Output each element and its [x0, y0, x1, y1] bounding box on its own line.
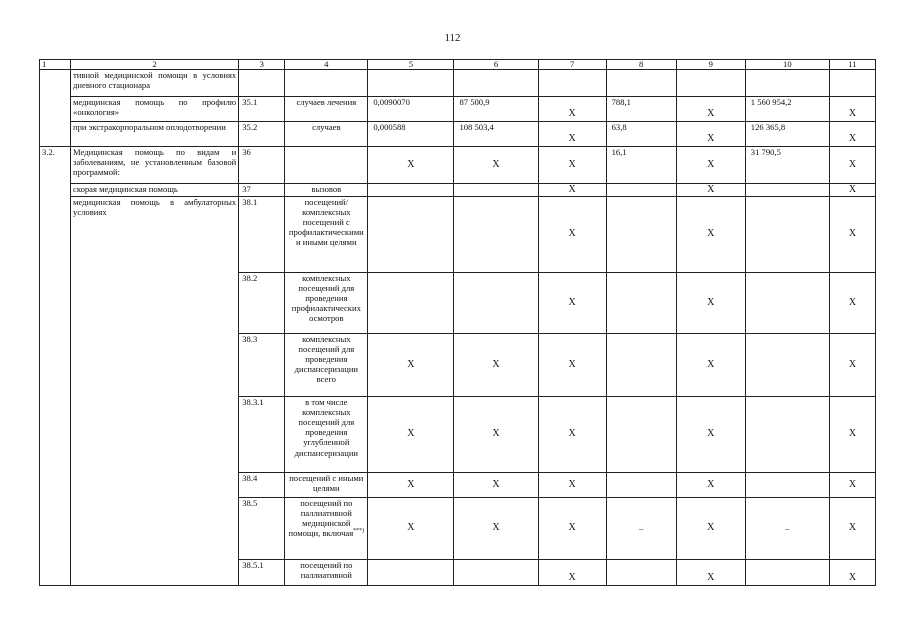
cell-name: скорая медицинская помощь	[71, 184, 239, 197]
cell-value: Х	[676, 122, 745, 147]
cell-value	[454, 196, 538, 272]
cell-value	[368, 196, 454, 272]
cell-value	[454, 184, 538, 197]
cell-name: тивной медицинской помощи в условиях дневного стационара	[71, 70, 239, 97]
cell-value: Х	[829, 472, 875, 497]
cell-value	[606, 559, 676, 585]
cell-value: Х	[368, 396, 454, 472]
cell-value	[745, 559, 829, 585]
cell-value: Х	[538, 184, 606, 197]
page-number: 112	[444, 32, 461, 44]
cell-row-code: 38.3	[239, 333, 285, 396]
cell-value: 31 790,5	[745, 147, 829, 184]
cell-value: Х	[538, 396, 606, 472]
cell-value: Х	[829, 122, 875, 147]
cell-value	[745, 70, 829, 97]
cell-number: 3.2.	[40, 147, 71, 586]
cell-value: Х	[368, 147, 454, 184]
cell-unit: комплексных посещений для проведения профилактических осмотров	[285, 272, 368, 333]
cell-value: Х	[454, 396, 538, 472]
cell-value	[368, 184, 454, 197]
cell-unit: посещений/комплексных посещений с профилактическими и иными целями	[285, 196, 368, 272]
cell-value	[829, 70, 875, 97]
col-header: 6	[454, 60, 538, 70]
cell-value	[606, 333, 676, 396]
cell-row-code: 38.1	[239, 196, 285, 272]
cell-value: Х	[538, 472, 606, 497]
table-row	[40, 147, 876, 184]
cell-value	[606, 184, 676, 197]
col-header: 1	[40, 60, 71, 70]
cell-name: Медицинская помощь по видам и заболеваниям, не установленным базовой программой:	[71, 147, 239, 184]
cell-unit: посещений по паллиативной	[285, 559, 368, 585]
table-header	[40, 60, 876, 70]
cell-value: 0,000588	[368, 122, 454, 147]
cell-value: Х	[829, 559, 875, 585]
header-row	[40, 60, 876, 70]
col-header: 2	[71, 60, 239, 70]
cell-value	[606, 70, 676, 97]
cell-value: Х	[368, 333, 454, 396]
cell-value: Х	[454, 497, 538, 559]
cell-value: Х	[538, 122, 606, 147]
cell-name: медицинская помощь в амбулаторных условиях	[71, 196, 239, 585]
cell-name: медицинская помощь по профилю «онкология»	[71, 97, 239, 122]
cell-value	[606, 396, 676, 472]
cell-unit-text: посещений по паллиативной медицинской помощи, включая	[288, 497, 354, 539]
cell-value: Х	[368, 472, 454, 497]
cell-value: Х	[368, 497, 454, 559]
cell-value	[606, 272, 676, 333]
cell-value: Х	[829, 97, 875, 122]
cell-value: Х	[538, 497, 606, 559]
table-container	[39, 59, 876, 586]
footnote-marker: ***)	[353, 528, 365, 535]
cell-value	[676, 70, 745, 97]
cell-value	[606, 472, 676, 497]
cell-name: при экстракорпоральном оплодотворении	[71, 122, 239, 147]
cell-value	[368, 272, 454, 333]
cell-value: Х	[829, 147, 875, 184]
cell-row-code: 38.5	[239, 497, 285, 559]
cell-value: 788,1	[606, 97, 676, 122]
cell-value: Х	[538, 196, 606, 272]
cell-value	[745, 272, 829, 333]
cell-value	[538, 70, 606, 97]
cell-unit: вызовов	[285, 184, 368, 197]
cell-value: Х	[829, 184, 875, 197]
cell-row-code: 37	[239, 184, 285, 197]
cell-value: Х	[676, 147, 745, 184]
cell-value: Х	[829, 396, 875, 472]
col-header: 7	[538, 60, 606, 70]
table-row	[40, 97, 876, 122]
cell-value	[745, 396, 829, 472]
data-table	[39, 59, 876, 586]
cell-number	[40, 70, 71, 147]
cell-row-code: 35.2	[239, 122, 285, 147]
cell-value: 63,8	[606, 122, 676, 147]
cell-value: Х	[676, 559, 745, 585]
cell-value: Х	[538, 272, 606, 333]
col-header: 5	[368, 60, 454, 70]
col-header: 8	[606, 60, 676, 70]
cell-value: Х	[538, 333, 606, 396]
cell-row-code: 38.3.1	[239, 396, 285, 472]
cell-unit: комплексных посещений для проведения диспансеризации всего	[285, 333, 368, 396]
cell-row-code	[239, 70, 285, 97]
cell-unit: посещений с иными целями	[285, 472, 368, 497]
cell-value	[454, 272, 538, 333]
cell-value: Х	[676, 472, 745, 497]
cell-value: Х	[676, 272, 745, 333]
cell-unit: случаев	[285, 122, 368, 147]
cell-value: 1 560 954,2	[745, 97, 829, 122]
cell-value	[454, 70, 538, 97]
col-header: 3	[239, 60, 285, 70]
cell-value: Х	[676, 396, 745, 472]
cell-value: Х	[829, 272, 875, 333]
cell-value: Х	[829, 497, 875, 559]
cell-value: 16,1	[606, 147, 676, 184]
cell-value	[606, 196, 676, 272]
cell-row-code: 35.1	[239, 97, 285, 122]
cell-value	[368, 559, 454, 585]
cell-value: Х	[829, 196, 875, 272]
cell-value: Х	[676, 184, 745, 197]
table-row	[40, 184, 876, 197]
cell-value: Х	[538, 147, 606, 184]
col-header: 11	[829, 60, 875, 70]
cell-value: –	[606, 497, 676, 559]
cell-row-code: 38.4	[239, 472, 285, 497]
cell-value: –	[745, 497, 829, 559]
table-row	[40, 122, 876, 147]
col-header: 9	[676, 60, 745, 70]
table-row	[40, 196, 876, 272]
cell-value	[745, 196, 829, 272]
cell-value: Х	[829, 333, 875, 396]
table-row	[40, 70, 876, 97]
cell-value: Х	[676, 497, 745, 559]
cell-value: Х	[454, 333, 538, 396]
cell-unit: в том числе комплексных посещений для проведения углубленной диспансеризации	[285, 396, 368, 472]
cell-unit	[285, 147, 368, 184]
cell-value: 87 500,9	[454, 97, 538, 122]
cell-value: Х	[454, 472, 538, 497]
cell-unit: случаев лечения	[285, 97, 368, 122]
cell-value: Х	[676, 333, 745, 396]
cell-value	[745, 333, 829, 396]
cell-value: 0,0090070	[368, 97, 454, 122]
cell-row-code: 38.2	[239, 272, 285, 333]
cell-value	[454, 559, 538, 585]
cell-value: Х	[676, 97, 745, 122]
cell-row-code: 36	[239, 147, 285, 184]
col-header: 10	[745, 60, 829, 70]
cell-value: Х	[538, 559, 606, 585]
cell-value: 108 503,4	[454, 122, 538, 147]
cell-value: Х	[454, 147, 538, 184]
cell-value	[745, 184, 829, 197]
cell-value: Х	[538, 97, 606, 122]
cell-row-code: 38.5.1	[239, 559, 285, 585]
cell-unit	[285, 497, 368, 559]
cell-unit	[285, 70, 368, 97]
cell-value	[368, 70, 454, 97]
cell-value	[745, 472, 829, 497]
cell-value: Х	[676, 196, 745, 272]
cell-value: 126 365,8	[745, 122, 829, 147]
col-header: 4	[285, 60, 368, 70]
